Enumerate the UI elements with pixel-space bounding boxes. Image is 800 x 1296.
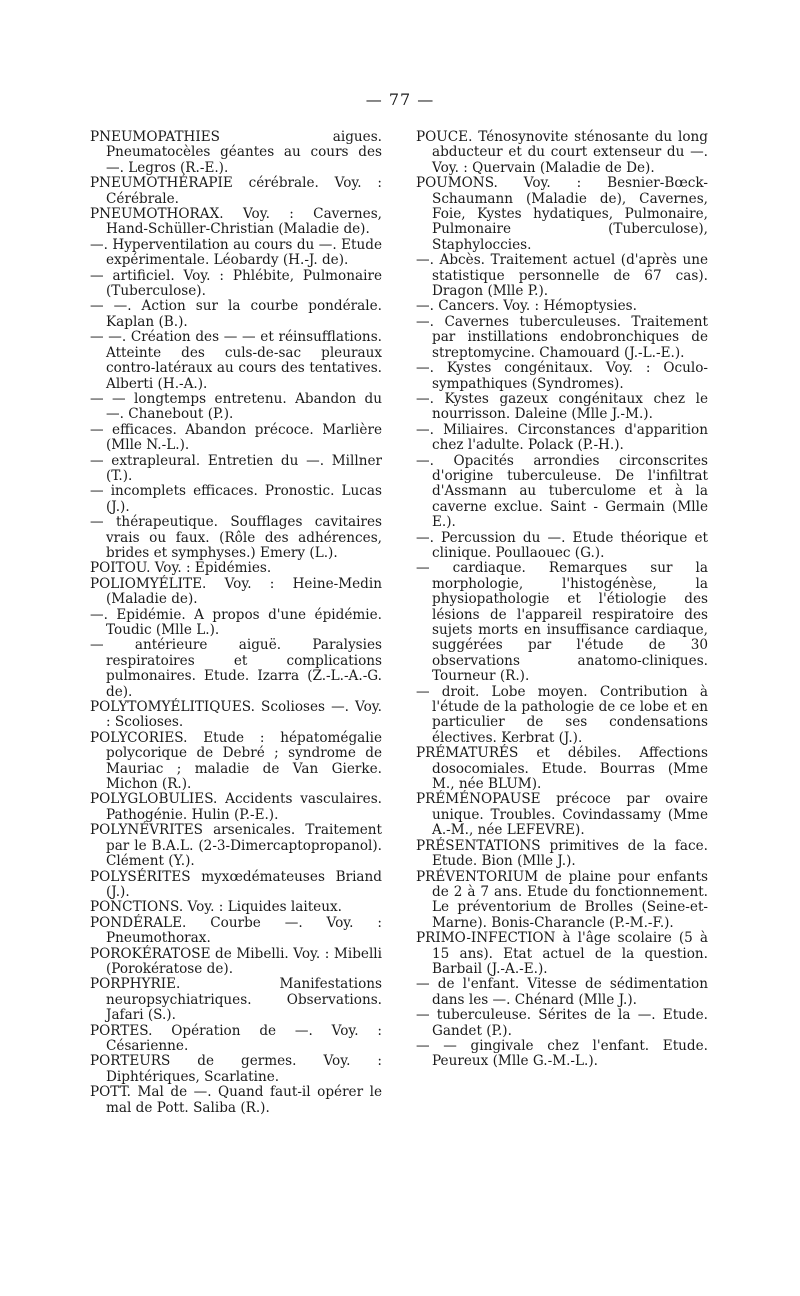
index-entry: PNEUMOTHÉRAPIE cérébrale. Voy. : Cérébrale. <box>90 175 382 207</box>
index-entry: — —. Action sur la courbe pondérale. Kaplan (B.). <box>90 298 382 330</box>
index-entry: — efficaces. Abandon précoce. Marlière (Mlle N.-L.). <box>90 421 382 454</box>
index-entry: PNEUMOTHORAX. Voy. : Cavernes, Hand-Schüller-Christian (Maladie de). <box>90 206 382 238</box>
index-entry: PONDÉRALE. Courbe —. Voy. : Pneumothorax. <box>90 914 382 947</box>
index-entry: — cardiaque. Remarques sur la morphologie, l'histogénèse, la physiopathologie et l'étiologie des lésions de l'appareil respiratoire des sujets morts en insuffisance cardiaque, suggérées par l'étude de 30 observations anatomo-cliniques. Tourneur (R.). <box>416 560 708 685</box>
index-entry: POITOU. Voy. : Epidémies. <box>90 560 272 577</box>
index-entry: —. Hyperventilation au cours du —. Etude expérimentale. Léobardy (H.-J. de). <box>90 236 382 269</box>
index-entry: —. Epidémie. A propos d'une épidémie. Toudic (Mlle L.). <box>90 606 382 638</box>
index-entry: PRÉSENTATIONS primitives de la face. Etude. Bion (Mlle J.). <box>416 837 708 870</box>
index-entry: —. Cancers. Voy. : Hémoptysies. <box>416 298 637 315</box>
index-entry: POUMONS. Voy. : Besnier-Bœck-Schaumann (Maladie de), Cavernes, Foie, Kystes hydatiques, Pulmonaire, Pulmonaire (Tuberculose), Staphyloccies. <box>416 175 708 253</box>
index-entry: POTT. Mal de —. Quand faut-il opérer le mal de Pott. Saliba (R.). <box>90 1084 382 1116</box>
index-entry: PNEUMOPATHIES aigues. Pneumatocèles géantes au cours des —. Legros (R.-E.). <box>90 129 382 176</box>
index-entry: —. Kystes congénitaux. Voy. : Oculo-sympathiques (Syndromes). <box>416 360 708 392</box>
index-entry: PORTEURS de germes. Voy. : Diphtériques, Scarlatine. <box>90 1053 382 1085</box>
index-entry: PORPHYRIE. Manifestations neuropsychiatriques. Observations. Jafari (S.). <box>90 976 382 1024</box>
index-entry: —. Miliaires. Circonstances d'apparition chez l'adulte. Polack (P.-H.). <box>416 421 708 454</box>
index-entry: —. Kystes gazeux congénitaux chez le nourrisson. Daleine (Mlle J.-M.). <box>416 390 708 423</box>
page-number: — 77 — <box>365 90 435 109</box>
index-entry: PONCTIONS. Voy. : Liquides laiteux. <box>90 899 342 916</box>
index-entry: — — longtemps entretenu. Abandon du —. Chanebout (P.). <box>90 390 382 423</box>
index-entry: POLYNÉVRITES arsenicales. Traitement par le B.A.L. (2-3-Dimercaptopropanol). Clément (Y.). <box>90 822 382 870</box>
index-entry: — de l'enfant. Vitesse de sédimentation dans les —. Chénard (Mlle J.). <box>416 976 708 1008</box>
index-entry: POLYTOMYÉLITIQUES. Scolioses —. Voy. : Scolioses. <box>90 699 382 731</box>
index-entry: — droit. Lobe moyen. Contribution à l'étude de la pathologie de ce lobe et en particulier de ses condensations électives. Kerbrat (J.). <box>416 683 708 746</box>
index-entry: — antérieure aiguë. Paralysies respiratoires et complications pulmonaires. Etude. Izarra (Z.-L.-A.-G. de). <box>90 637 382 700</box>
index-entry: — artificiel. Voy. : Phlébite, Pulmonaire (Tuberculose). <box>90 267 382 300</box>
index-entry: — thérapeutique. Soufflages cavitaires vrais ou faux. (Rôle des adhérences, brides et symphyses.) Emery (L.). <box>90 514 382 561</box>
index-entry: —. Abcès. Traitement actuel (d'après une statistique personnelle de 67 cas). Dragon (Mlle P.). <box>416 252 708 300</box>
index-entry: — — gingivale chez l'enfant. Etude. Peureux (Mlle G.-M.-L.). <box>416 1037 708 1070</box>
index-entry: PRÉMÉNOPAUSE précoce par ovaire unique. Troubles. Covindassamy (Mme A.-M., née LEFEVRE). <box>416 791 708 839</box>
index-entry: PRÉMATURÉS et débiles. Affections dosocomiales. Etude. Bourras (Mme M., née BLUM). <box>416 745 708 793</box>
index-entry: POROKÉRATOSE de Mibelli. Voy. : Mibelli (Porokératose de). <box>90 945 382 977</box>
index-entry: PORTES. Opération de —. Voy. : Césarienne. <box>90 1022 382 1054</box>
index-entry: —. Percussion du —. Etude théorique et clinique. Poullaouec (G.). <box>416 529 708 561</box>
index-entry: PRÉVENTORIUM de plaine pour enfants de 2 à 7 ans. Etude du fonctionnement. Le préventorium de Brolles (Seine-et-Marne). Bonis-Charancle (P.-M.-F.). <box>416 868 708 931</box>
index-entry: POLYSÉRITES myxœdémateuses Briand (J.). <box>90 868 382 900</box>
index-column-right <box>416 130 708 1070</box>
index-column-left <box>90 130 382 1116</box>
index-entry: —. Cavernes tuberculeuses. Traitement par instillations endobronchiques de streptomycine. Chamouard (J.-L.-E.). <box>416 313 708 361</box>
index-entry: — —. Création des — — et réinsufflations. Atteinte des culs-de-sac pleuraux contro-latéraux au cours des tentatives. Alberti (H.-A.). <box>90 329 382 392</box>
index-entry: — extrapleural. Entretien du —. Millner (T.). <box>90 452 382 484</box>
index-entry: POLYCORIES. Etude : hépatomégalie polycorique de Debré ; syndrome de Mauriac ; maladie de Van Gierke. Michon (R.). <box>90 729 382 793</box>
index-entry: POLYGLOBULIES. Accidents vasculaires. Pathogénie. Hulin (P.-E.). <box>90 791 382 823</box>
index-entry: PRIMO-INFECTION à l'âge scolaire (5 à 15 ans). Etat actuel de la question. Barbail (J.-A.-E.). <box>416 930 708 977</box>
index-entry: — tuberculeuse. Sérites de la —. Etude. Gandet (P.). <box>416 1007 708 1039</box>
index-entry: POLIOMYÉLITE. Voy. : Heine-Medin (Maladie de). <box>90 575 382 608</box>
index-entry: —. Opacités arrondies circonscrites d'origine tuberculeuse. De l'infiltrat d'Assmann au tuberculome et à la caverne exclue. Saint - Germain (Mlle E.). <box>416 452 708 531</box>
index-entry: — incomplets efficaces. Pronostic. Lucas (J.). <box>90 483 382 515</box>
index-entry: POUCE. Ténosynovite sténosante du long abducteur et du court extenseur du —. Voy. : Quervain (Maladie de De). <box>416 129 708 176</box>
